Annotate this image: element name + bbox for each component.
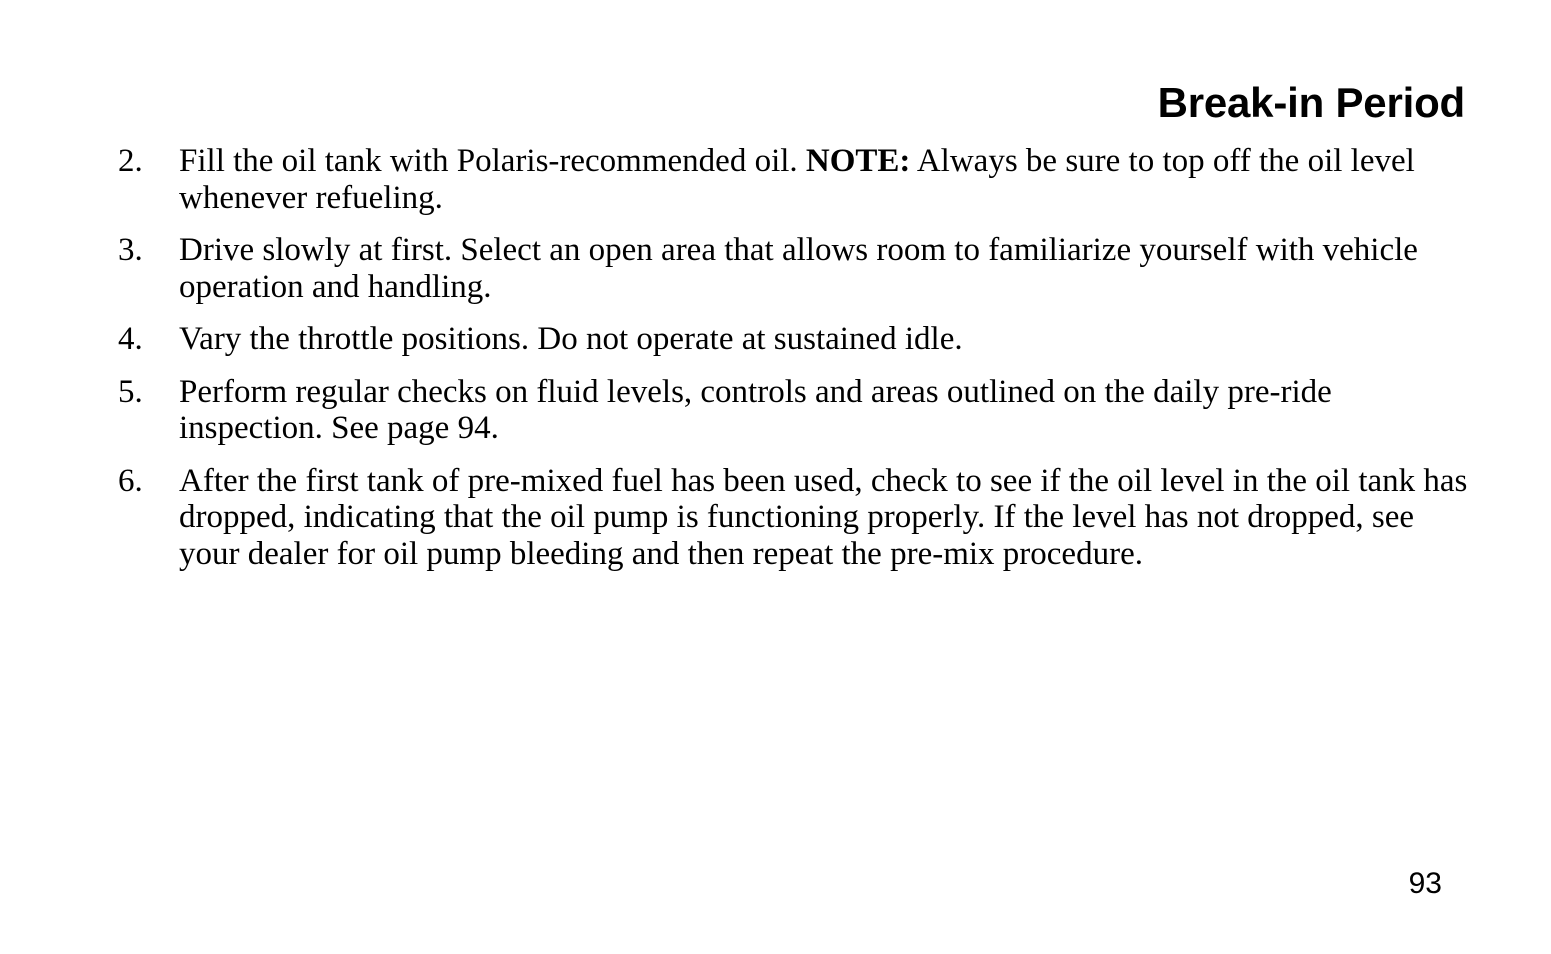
step-text-before-note: Fill the oil tank with Polaris-recommended oil. [179,143,806,179]
step-number: 5. [118,373,143,410]
step-item-6 [118,463,1470,573]
step-item-3 [118,232,1470,305]
break-in-steps-list [118,143,1470,588]
step-text-after-note: Always be sure to top off the oil level whenever refueling. [179,143,1415,216]
step-number: 4. [118,321,143,357]
step-number: 6. [118,462,143,499]
section-title: Break-in Period [1157,79,1465,126]
note-label: NOTE: [805,143,911,179]
step-number: 2. [118,143,143,179]
step-item-5 [118,374,1470,447]
step-item-2 [118,143,1470,216]
step-text: Drive slowly at first. Select an open area that allows room to familiarize yourself with vehicle operation and handling. [179,232,1418,305]
step-text: Perform regular checks on fluid levels, controls and areas outlined on the daily pre-ride inspection. See page 94. [179,373,1332,446]
step-text [179,143,1415,216]
step-item-4 [118,321,1470,358]
step-number: 3. [118,232,143,268]
step-text: After the first tank of pre-mixed fuel has been used, check to see if the oil level in the oil tank has dropped, indicating that the oil pump is functioning properly. If the level has not dropped, see your dealer for oil pump bleeding and then repeat the pre-mix procedure. [179,462,1468,572]
step-text: Vary the throttle positions. Do not operate at sustained idle. [179,321,963,357]
page-number: 93 [1408,867,1442,900]
